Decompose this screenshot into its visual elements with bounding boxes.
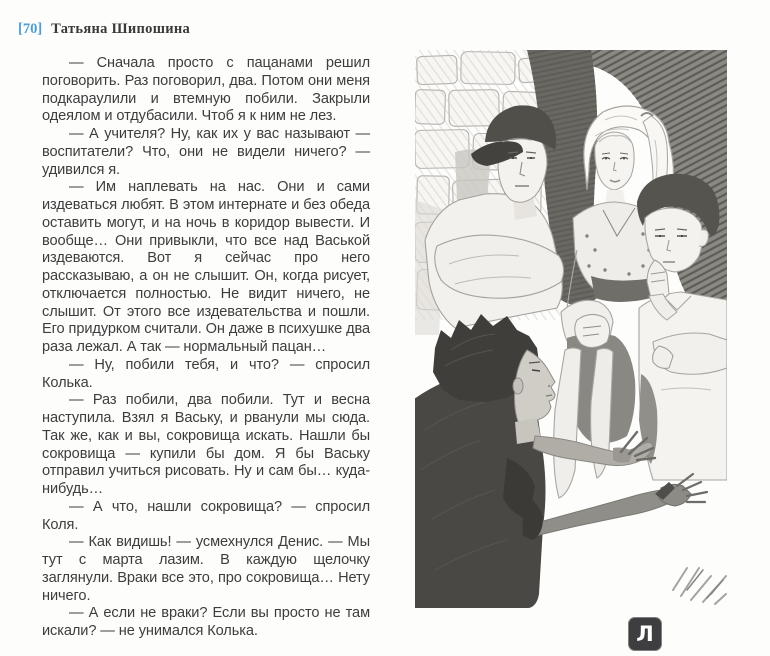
page-header	[18, 21, 190, 38]
watermark-letter: Л	[636, 621, 654, 646]
pencil-sketch	[415, 50, 727, 612]
clasped-hands	[575, 314, 610, 347]
younger-boy	[637, 174, 727, 480]
page-number: [70]	[18, 21, 43, 37]
paragraph-3: — Им наплевать на нас. Они и сами издеваться любят. В этом интернате и без обеда оставить могут, и на ночь в коридор вывести. И вообще… Они привыкли, что все над Васькой издеваются. Вот я сейчас про него рассказываю, а он не слышит. Он, когда рисует, отключается полностью. Не видит ничего, не слышит. От этого все издевательства и пошли. Его придурком считали. Он даже в психушке два раза лежал. А так — нормальный пацан…	[42, 179, 370, 355]
paragraph-1: — Сначала просто с пацанами решил поговорить. Раз поговорил, два. Потом они меня подкараулили и втемную побили. Закрыли одеялом и отдубасили. Чтоб я к ним не лез.	[42, 55, 370, 125]
labirint-watermark	[628, 617, 662, 651]
text-column	[42, 55, 370, 641]
book-illustration	[415, 50, 727, 612]
author-name: Татьяна Шипошина	[51, 21, 191, 37]
paragraph-2: — А учителя? Ну, как их у вас называют — воспитатели? Что, они не видели ничего? — удивился я.	[42, 126, 370, 178]
paragraph-5: — Раз побили, два побили. Тут и весна наступила. Взял я Ваську, и рванули мы сюда. Так же, как и вы, сокровища искать. Нашли бы сокровища — купили бы дом. Я бы Ваську отправил учиться рисовать. Ну и сам бы… куда-нибудь…	[42, 392, 370, 497]
paragraph-4: — Ну, побили тебя, и что? — спросил Колька.	[42, 356, 370, 391]
paragraph-8: — А если не враки? Если вы просто не там искали? — не унимался Колька.	[42, 605, 370, 639]
paragraph-7: — Как видишь! — усмехнулся Денис. — Мы тут с марта лазим. В каждую щелочку заглянули. Враки все это, про сокровища… Нету ничего.	[42, 534, 370, 604]
paragraph-6: — А что, нашли сокровища? — спросил Коля.	[42, 498, 370, 533]
